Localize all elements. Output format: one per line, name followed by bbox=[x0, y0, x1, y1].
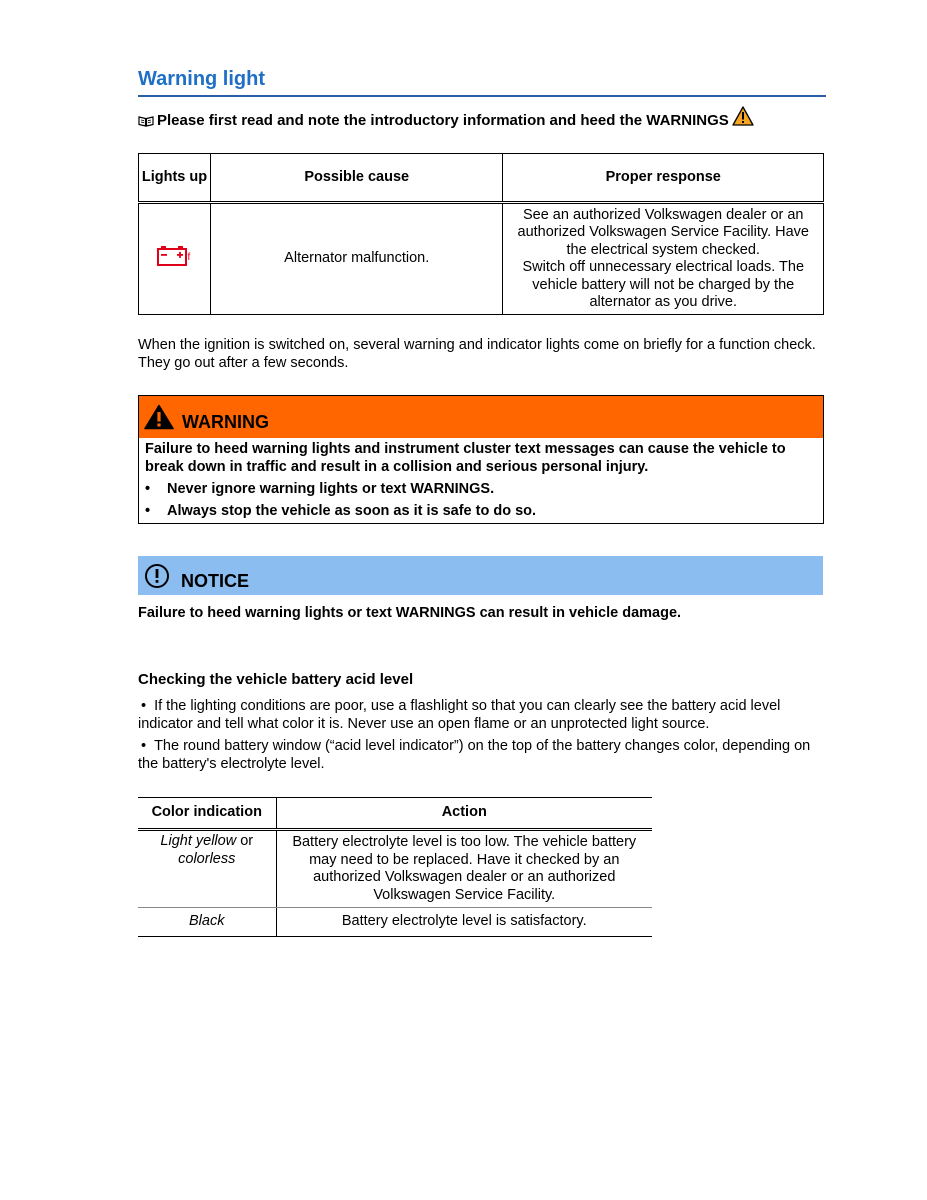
list-item: • Never ignore warning lights or text WARNINGS. bbox=[145, 481, 495, 497]
warning-triangle-icon[interactable] bbox=[732, 106, 754, 137]
possible-cause-cell: Alternator malfunction. bbox=[210, 203, 503, 315]
bullet-icon: • bbox=[141, 698, 147, 714]
table-row bbox=[138, 830, 652, 908]
table-row bbox=[139, 203, 824, 315]
notice-header bbox=[138, 556, 823, 595]
list-item: • If the lighting conditions are poor, use a flashlight so that you can clearly see the battery acid level indicator and tell what color it is. Never use an open flame or an unprotected light source. bbox=[138, 698, 781, 732]
book-icon bbox=[138, 108, 154, 138]
list-item: • The round battery window (“acid level indicator”) on the top of the battery changes color, depending on the battery's electrolyte level. bbox=[138, 738, 811, 772]
acid-level-table bbox=[138, 797, 652, 937]
header-possible-cause: Possible cause bbox=[210, 154, 503, 203]
header-lights-up: Lights up bbox=[139, 154, 211, 203]
bullet-icon: • bbox=[141, 738, 147, 754]
proper-response-cell bbox=[503, 203, 824, 315]
header-proper-response: Proper response bbox=[503, 154, 824, 203]
action-cell: Battery electrolyte level is too low. The vehicle battery may need to be replaced. Have it checked by an authorized Volkswagen dealer or an authorized Volkswagen Service Facility. bbox=[276, 830, 652, 908]
response-line-1: See an authorized Volkswagen dealer or an authorized Volkswagen Service Facility. Have the electrical system checked. bbox=[517, 206, 809, 258]
page-title: Warning light bbox=[138, 66, 826, 97]
warning-body bbox=[139, 438, 823, 520]
list-item: • Always stop the vehicle as soon as it is safe to do so. bbox=[145, 503, 537, 519]
battery-alternator-icon bbox=[156, 244, 192, 268]
bullet-icon: • bbox=[145, 481, 151, 497]
header-action: Action bbox=[276, 798, 652, 830]
notice-label: NOTICE bbox=[181, 571, 250, 591]
table-row bbox=[138, 908, 652, 937]
intro-line bbox=[138, 106, 826, 138]
header-color-indication: Color indication bbox=[138, 798, 276, 830]
battery-heading: Checking the vehicle battery acid level bbox=[138, 671, 414, 688]
lights-up-cell bbox=[139, 203, 211, 315]
action-cell: Battery electrolyte level is satisfactory. bbox=[276, 908, 652, 937]
color-cell: Light yellow or colorless bbox=[138, 830, 276, 908]
icon-suffix: f bbox=[187, 252, 191, 264]
color-cell: Black bbox=[138, 908, 276, 937]
exclamation-circle-icon bbox=[144, 563, 170, 594]
warning-label: WARNING bbox=[182, 412, 269, 432]
intro-text: Please first read and note the introductory information and heed the WARNINGS bbox=[157, 112, 729, 129]
response-line-2: Switch off unnecessary electrical loads. The vehicle battery will not be charged by the alternator as you drive. bbox=[522, 259, 805, 310]
warning-text: Failure to heed warning lights and instrument cluster text messages can cause the vehicle to break down in traffic and result in a collision and serious personal injury. bbox=[145, 441, 786, 475]
bullet-icon: • bbox=[145, 503, 151, 519]
warning-header bbox=[139, 396, 823, 438]
ignition-paragraph: When the ignition is switched on, several warning and indicator lights come on briefly for a function check. They go out after a few seconds. bbox=[138, 337, 816, 371]
warning-light-table bbox=[138, 153, 824, 315]
notice-text: Failure to heed warning lights or text WARNINGS can result in vehicle damage. bbox=[138, 605, 682, 621]
warning-triangle-icon bbox=[144, 404, 174, 435]
warning-box bbox=[138, 395, 824, 524]
